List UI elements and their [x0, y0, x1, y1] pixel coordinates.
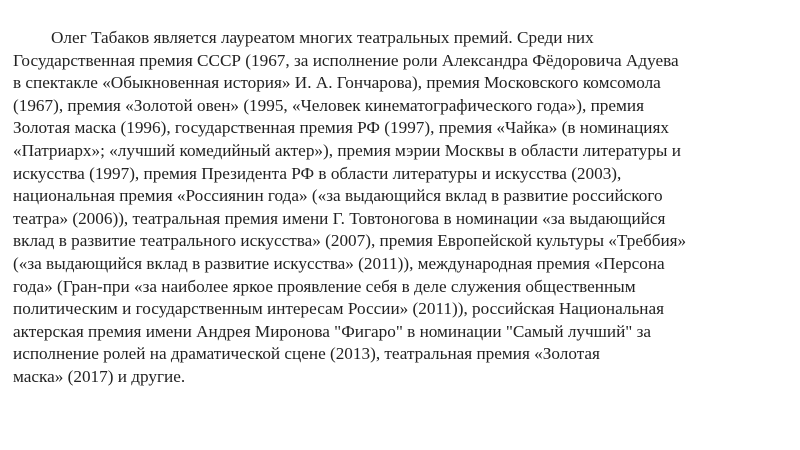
- paragraph-line: вклад в развитие театрального искусства» (2007), премия Европейской культуры «Треббия»: [13, 231, 687, 251]
- paragraph-line: («за выдающийся вклад в развитие искусства» (2011)), международная премия «Персона: [13, 253, 665, 273]
- paragraph-line: года» (Гран-при «за наиболее яркое проявление себя в деле служения общественным: [13, 276, 636, 296]
- paragraph-line: в спектакле «Обыкновенная история» И. А. Гончарова), премия Московского комсомола: [13, 73, 661, 93]
- paragraph-line: актерская премия имени Андрея Миронова "Фигаро" в номинации "Самый лучший" за: [13, 321, 652, 341]
- paragraph-line: национальная премия «Россиянин года» («за выдающийся вклад в развитие российского: [13, 186, 663, 206]
- paragraph-line: «Патриарх»; «лучший комедийный актер»), премия мэрии Москвы в области литературы и: [13, 140, 681, 160]
- paragraph-line: театра» (2006)), театральная премия имени Г. Товтоногова в номинации «за выдающийся: [13, 208, 666, 228]
- paragraph-line: искусства (1997), премия Президента РФ в области литературы и искусства (2003),: [13, 163, 622, 183]
- paragraph-line: исполнение ролей на драматической сцене (2013), театральная премия «Золотая: [13, 344, 600, 364]
- paragraph-line: маска» (2017) и другие.: [13, 366, 186, 386]
- paragraph-line: политическим и государственным интересам России» (2011)), российская Национальная: [13, 299, 665, 319]
- paragraph-line: (1967), премия «Золотой овен» (1995, «Человек кинематографического года»), премия: [13, 95, 644, 115]
- paragraph-line: Олег Табаков является лауреатом многих театральных премий. Среди них: [51, 28, 594, 47]
- paragraph-line: Золотая маска (1996), государственная премия РФ (1997), премия «Чайка» (в номинациях: [13, 118, 670, 138]
- awards-paragraph: [13, 27, 789, 389]
- paragraph-line: Государственная премия СССР (1967, за исполнение роли Александра Фёдоровича Адуева: [13, 50, 679, 70]
